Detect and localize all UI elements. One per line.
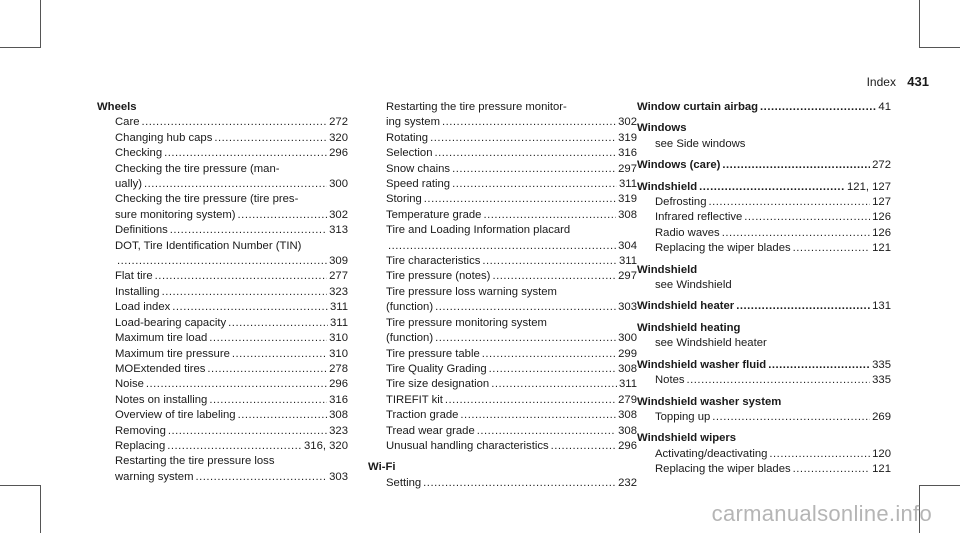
entry-term: ing system [386,116,440,129]
index-entry[interactable] [386,362,637,377]
index-entry[interactable] [386,269,637,284]
entry-page-number[interactable]: 272 [872,159,891,172]
dot-leader [477,424,616,439]
index-entry[interactable] [97,439,348,454]
entry-page-number[interactable]: 308 [618,409,637,422]
index-entry[interactable] [386,300,637,315]
index-entry[interactable] [97,377,348,392]
dot-leader [164,146,327,161]
index-heading: Windows [637,122,687,135]
dot-leader [452,162,616,177]
dot-leader [207,362,327,377]
dot-leader [155,269,327,284]
dot-leader [709,195,871,210]
index-entry-line: Restarting the tire pressure loss [115,455,275,468]
dot-leader [423,476,616,491]
index-entry[interactable] [386,146,637,161]
index-entry[interactable] [97,300,348,315]
index-entry-line: Tire and Loading Information placard [386,224,571,237]
index-heading-entry[interactable] [637,358,891,373]
entry-term: Unusual handling characteristics [386,439,549,452]
index-entry[interactable] [97,362,348,377]
dot-leader [430,131,616,146]
entry-term: ually) [115,178,142,191]
dot-leader [214,131,327,146]
dot-leader [238,208,328,223]
entry-term: Replacing the wiper blades [655,242,791,255]
dot-leader [170,223,327,238]
dot-leader [445,393,616,408]
entry-page-number[interactable]: 121, 127 [847,180,891,193]
index-entry[interactable] [637,462,891,477]
index-entry[interactable] [386,439,637,454]
entry-page-number[interactable]: 126 [872,211,891,224]
entry-term: Installing [115,285,160,298]
dot-leader [435,331,616,346]
index-entry[interactable] [97,146,348,161]
entry-term: (function) [386,332,434,345]
index-heading: Wi-Fi [368,461,396,474]
index-column-3 [637,100,891,478]
entry-term: Snow chains [386,162,451,175]
dot-leader [744,210,870,225]
dot-leader [388,239,616,254]
index-entry[interactable] [386,131,637,146]
index-entry-line: see Side windows [655,137,746,150]
entry-page-number[interactable]: 299 [618,347,637,360]
index-entry[interactable] [637,410,891,425]
entry-page-number[interactable]: 308 [618,208,637,221]
entry-page-number[interactable]: 121 [872,242,891,255]
entry-page-number[interactable]: 304 [618,239,637,252]
dot-leader [442,115,616,130]
index-column-2 [368,100,637,491]
index-entry-line: see Windshield [655,279,732,292]
entry-page-number[interactable]: 269 [872,410,891,423]
entry-term: Rotating [386,131,429,144]
index-entry[interactable] [97,254,348,269]
index-heading: Windshield [637,263,698,276]
entry-page-number[interactable]: 319 [618,131,637,144]
entry-page-number[interactable]: 309 [329,255,348,268]
entry-page-number[interactable]: 311 [618,255,637,268]
index-entry[interactable] [97,223,348,238]
entry-page-number[interactable]: 316 [618,147,637,160]
entry-page-number[interactable]: 272 [329,116,348,129]
entry-page-number[interactable]: 279 [618,393,637,406]
entry-page-number[interactable]: 310 [329,347,348,360]
index-column-1 [97,100,348,485]
dot-leader [195,470,327,485]
index-entry[interactable] [97,424,348,439]
index-entry-line: Tire pressure loss warning system [386,285,557,298]
entry-page-number[interactable]: 232 [618,476,637,489]
entry-page-number[interactable]: 296 [329,378,348,391]
index-heading-entry[interactable] [637,180,891,195]
dot-leader [489,362,616,377]
index-entry[interactable] [97,408,348,423]
index-heading-entry[interactable] [637,100,891,115]
entry-term: MOExtended tires [115,362,206,375]
index-entry-line: see Windshield heater [655,337,767,350]
entry-term: Windows (care) [637,159,721,172]
entry-term: Storing [386,193,422,206]
entry-page-number[interactable]: 121 [872,463,891,476]
dot-leader [551,439,617,454]
index-entry[interactable] [637,447,891,462]
index-entry[interactable] [386,424,637,439]
entry-page-number[interactable]: 303 [329,470,348,483]
entry-term: Noise [115,378,144,391]
entry-term: warning system [115,470,194,483]
entry-term: Windshield washer fluid [637,358,767,371]
entry-term: Window curtain airbag [637,101,759,113]
dot-leader [452,177,617,192]
entry-term: Temperature grade [386,208,482,221]
entry-page-number[interactable]: 302 [618,116,637,129]
entry-term: Care [115,116,140,129]
index-entry[interactable] [386,347,637,362]
dot-leader [172,300,328,315]
index-entry[interactable] [97,131,348,146]
entry-page-number[interactable]: 278 [329,362,348,375]
index-entry[interactable] [386,377,637,392]
entry-page-number[interactable]: 297 [618,162,637,175]
entry-term: Maximum tire load [115,332,208,345]
entry-page-number[interactable]: 310 [329,332,348,345]
entry-term: Changing hub caps [115,131,213,144]
dot-leader [482,254,617,269]
index-entry[interactable] [386,239,637,254]
entry-term: Radio waves [655,226,720,239]
index-heading: Wheels [97,101,137,113]
index-entry-line: Tire pressure monitoring system [386,316,547,329]
entry-term: Windshield [637,180,698,193]
index-entry[interactable] [386,254,637,269]
entry-term: Tire size designation [386,378,490,391]
entry-page-number[interactable]: 335 [872,374,891,387]
index-entry[interactable] [386,177,637,192]
entry-page-number[interactable]: 320 [329,131,348,144]
section-label: Index [866,75,896,89]
entry-page-number[interactable]: 277 [329,270,348,283]
entry-term: Maximum tire pressure [115,347,230,360]
entry-term: Selection [386,147,433,160]
entry-page-number[interactable]: 300 [618,332,637,345]
entry-page-number[interactable]: 296 [329,147,348,160]
entry-term: Replacing the wiper blades [655,463,791,476]
entry-term: Definitions [115,224,168,237]
entry-page-number[interactable]: 131 [872,300,891,313]
dot-leader [699,180,845,195]
index-heading-entry[interactable] [637,158,891,173]
dot-leader [117,254,327,269]
index-entry[interactable] [386,393,637,408]
entry-page-number[interactable]: 297 [618,270,637,283]
entry-page-number[interactable]: 323 [329,285,348,298]
entry-page-number[interactable]: 120 [872,447,891,460]
index-entry[interactable] [97,269,348,284]
entry-term: Overview of tire labeling [115,409,236,422]
entry-page-number[interactable]: 316, 320 [304,439,348,452]
index-entry[interactable] [97,177,348,192]
index-entry[interactable] [386,115,637,130]
entry-term: TIREFIT kit [386,393,443,406]
dot-leader [768,358,870,373]
entry-term: Infrared reflective [655,211,743,224]
entry-page-number[interactable]: 308 [329,409,348,422]
dot-leader [209,331,327,346]
index-entry[interactable] [637,210,891,225]
dot-leader [232,347,327,362]
dot-leader [228,316,328,331]
dot-leader [434,146,616,161]
dot-leader [722,226,870,241]
entry-page-number[interactable]: 302 [329,208,348,221]
index-heading: Windshield heating [637,321,741,334]
dot-leader [793,462,870,477]
entry-term: Removing [115,424,166,437]
index-entry-line: Restarting the tire pressure monitor- [386,101,567,113]
entry-term: Checking [115,147,163,160]
entry-term: Load index [115,301,171,314]
index-entry[interactable] [97,470,348,485]
entry-page-number[interactable]: 335 [872,358,891,371]
entry-page-number[interactable]: 308 [618,362,637,375]
entry-term: sure monitoring system) [115,208,236,221]
index-entry[interactable] [386,208,637,223]
entry-term: Tire Quality Grading [386,362,487,375]
entry-page-number[interactable]: 300 [329,178,348,191]
index-entry[interactable] [386,162,637,177]
dot-leader [460,408,616,423]
entry-term: Setting [386,476,422,489]
entry-page-number[interactable]: 316 [329,393,348,406]
index-heading: Windshield wipers [637,432,737,445]
dot-leader [793,241,870,256]
dot-leader [146,377,327,392]
entry-page-number[interactable]: 313 [329,224,348,237]
entry-page-number[interactable]: 296 [618,439,637,452]
index-entry[interactable] [97,393,348,408]
dot-leader [424,192,616,207]
index-entry[interactable] [97,208,348,223]
index-entry[interactable] [386,192,637,207]
dot-leader [722,158,870,173]
entry-page-number[interactable]: 311 [618,178,637,191]
entry-term: Load-bearing capacity [115,316,227,329]
dot-leader [435,300,616,315]
entry-term: Defrosting [655,196,707,209]
index-entry[interactable] [637,195,891,210]
dot-leader [483,208,616,223]
index-entry[interactable] [97,285,348,300]
index-entry[interactable] [637,373,891,388]
entry-term: Notes [655,374,685,387]
index-entry[interactable] [386,408,637,423]
entry-page-number[interactable]: 319 [618,193,637,206]
entry-term: Tire characteristics [386,255,481,268]
dot-leader [687,373,871,388]
dot-leader [209,393,327,408]
entry-term: Topping up [655,410,711,423]
entry-term: (function) [386,301,434,314]
entry-term: Replacing [115,439,166,452]
index-entry[interactable] [97,331,348,346]
dot-leader [144,177,327,192]
dot-leader [142,115,328,130]
dot-leader [760,100,876,115]
dot-leader [167,439,302,454]
entry-page-number[interactable]: 311 [329,316,348,329]
entry-page-number[interactable]: 311 [618,378,637,391]
dot-leader [238,408,328,423]
entry-page-number[interactable]: 126 [872,226,891,239]
page-number: 431 [907,74,929,89]
index-entry[interactable] [97,347,348,362]
index-entry[interactable] [637,241,891,256]
entry-term: Speed rating [386,178,451,191]
entry-page-number[interactable]: 311 [329,301,348,314]
entry-term: Tire pressure table [386,347,480,360]
dot-leader [482,347,616,362]
page-header [867,74,929,89]
entry-term: Notes on installing [115,393,208,406]
dot-leader [162,285,328,300]
dot-leader [769,447,870,462]
index-entry[interactable] [386,331,637,346]
dot-leader [492,269,616,284]
entry-page-number[interactable]: 41 [878,101,891,113]
index-entry[interactable] [386,476,637,491]
dot-leader [168,424,327,439]
index-heading: Windshield washer system [637,395,782,408]
entry-page-number[interactable]: 303 [618,301,637,314]
entry-page-number[interactable]: 127 [872,196,891,209]
entry-term: Activating/deactivating [655,447,768,460]
dot-leader [712,410,870,425]
entry-term: Traction grade [386,409,459,422]
entry-term: Windshield heater [637,300,735,313]
dot-leader [491,377,617,392]
watermark: carmanualsonline.info [711,501,932,526]
entry-page-number[interactable]: 323 [329,424,348,437]
index-heading-entry[interactable] [637,299,891,314]
entry-term: Tread wear grade [386,424,475,437]
entry-term: Flat tire [115,270,153,283]
entry-term: Tire pressure (notes) [386,270,491,283]
index-entry-line: DOT, Tire Identification Number (TIN) [115,239,302,252]
index-entry[interactable] [97,115,348,130]
index-entry[interactable] [97,316,348,331]
index-entry-line: Checking the tire pressure (man- [115,162,280,175]
dot-leader [736,299,870,314]
entry-page-number[interactable]: 308 [618,424,637,437]
index-entry-line: Checking the tire pressure (tire pres- [115,193,299,206]
index-entry[interactable] [637,226,891,241]
